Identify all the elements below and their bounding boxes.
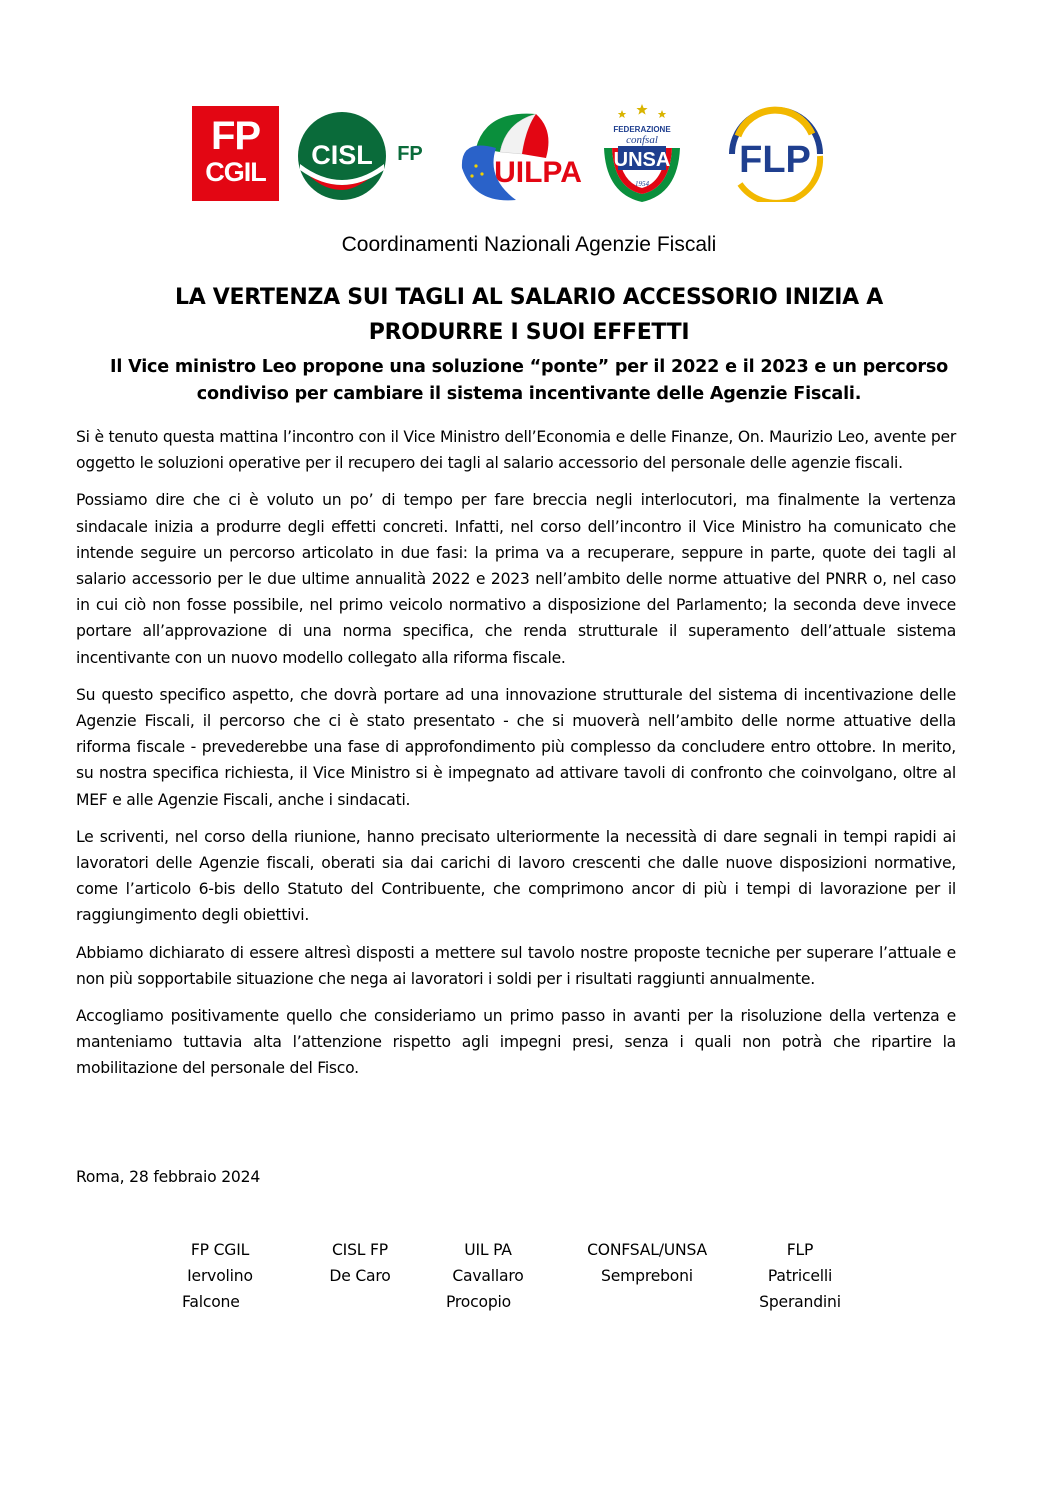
paragraph-2: Possiamo dire che ci è voluto un po’ di tempo per fare breccia negli interlocutori, ma finalmente la vertenza sindacale inizia a produrre degli effetti concreti. Infatti, nel corso dell’incontro il Vice Ministro ha comunicato che intende seguire un percorso articolato in due fasi: la prima va a recuperare, seppure in parte, quote dei tagli al salario accessorio per le due ultime annualità 2022 e 2023 nell’ambito delle norme attuative del PNRR o, nel caso in cui ciò non fosse possibile, nel primo veicolo normativo a disposizione del Parlamento; la seconda deve invece portare all’approvazione di una norma specifica, che renda strutturale il superamento dell’attuale sistema incentivante con un nuovo modello collegato alla riforma fiscale. [76, 491, 956, 667]
logo-bar [0, 96, 1058, 216]
flp-logo [720, 106, 830, 202]
unsa-logo-text: UNSA [613, 149, 671, 171]
signature-uil-pa [446, 1237, 530, 1315]
signature-name: Cavallaro [452, 1267, 524, 1285]
signature-org: FP CGIL [190, 1241, 250, 1259]
signature-confsal-unsa [576, 1237, 718, 1289]
title-line-1: LA VERTENZA SUI TAGLI AL SALARIO ACCESSORIO INIZIA A [175, 285, 883, 310]
signature-flp [750, 1237, 850, 1315]
cisl-fp-logo [298, 110, 438, 202]
document-body [76, 424, 956, 1093]
signature-name: Procopio [446, 1293, 512, 1311]
signature-org: CONFSAL/UNSA [587, 1241, 707, 1259]
signature-name: Sperandini [759, 1293, 841, 1311]
paragraph-1: Si è tenuto questa mattina l’incontro con il Vice Ministro dell’Economia e delle Finanze, On. Maurizio Leo, avente per oggetto le soluzioni operative per il recupero dei tagli al salario accessorio del personale delle agenzie fiscali. [76, 428, 956, 473]
cisl-logo-text: CISL [311, 140, 373, 170]
cisl-logo-suffix: FP [397, 143, 423, 165]
signature-org: UIL PA [464, 1241, 512, 1259]
fp-cgil-logo-line2: CGIL [205, 157, 266, 187]
signature-org: CISL FP [331, 1241, 388, 1259]
fp-cgil-logo-line1: FP [210, 114, 261, 158]
flp-logo-text: FLP [739, 139, 811, 181]
coordination-heading: Coordinamenti Nazionali Agenzie Fiscali [341, 233, 717, 256]
title-line-2: PRODURRE I SUOI EFFETTI [368, 320, 690, 345]
signatures [0, 1237, 1058, 1327]
document-date: Roma, 28 febbraio 2024 [76, 1168, 261, 1186]
document-subtitle [72, 354, 986, 408]
paragraph-4: Le scriventi, nel corso della riunione, hanno precisato ulteriormente la necessità di dare segnali in tempi rapidi ai lavoratori delle Agenzie fiscali, oberati sia dai carichi di lavoro crescenti che dalle nuove disposizioni normative, come l’articolo 6-bis dello Statuto del Contribuente, che comprimono ancor di più i tempi di lavorazione per il raggiungimento degli obiettivi. [76, 827, 956, 925]
subtitle-line-1: Il Vice ministro Leo propone una soluzione “ponte” per il 2022 e il 2023 e un percorso [109, 357, 949, 377]
signature-name: Iervolino [187, 1267, 253, 1285]
paragraph-5: Abbiamo dichiarato di essere altresì disposti a mettere sul tavolo nostre proposte tecniche per superare l’attuale e non più sopportabile situazione che nega ai lavoratori i soldi per i risultati raggiunti annualmente. [76, 943, 956, 988]
fp-cgil-logo [192, 106, 279, 201]
signature-fp-cgil [182, 1237, 258, 1315]
signature-name: Patricelli [767, 1267, 833, 1285]
signature-name: Sempreboni [601, 1267, 693, 1285]
signature-name: Falcone [182, 1293, 240, 1311]
paragraph-6: Accogliamo positivamente quello che consideriamo un primo passo in avanti per la risoluzione della vertenza e manteniamo tuttavia alta l’attenzione rispetto agli impegni presi, senza i quali non potrà che ripartire la mobilitazione del personale del Fisco. [76, 1007, 956, 1078]
signature-name: De Caro [329, 1267, 391, 1285]
uilpa-logo [456, 108, 586, 206]
paragraph-3: Su questo specifico aspetto, che dovrà portare ad una innovazione strutturale del sistema di incentivazione delle Agenzie Fiscali, il percorso che ci è stato presentato - che si muoverà nell’ambito delle norme attuative della riforma fiscale - prevederebbe una fase di approfondimento più complesso da concludere entro ottobre. In merito, su nostra specifica richiesta, il Vice Ministro si è impegnato ad attivare tavoli di confronto che coinvolgano, oltre al MEF e alle Agenzie Fiscali, anche i sindacati. [76, 685, 956, 809]
subtitle-line-2: condiviso per cambiare il sistema incentivante delle Agenzie Fiscali. [196, 384, 862, 404]
signature-cisl-fp [322, 1237, 398, 1289]
confsal-unsa-logo [592, 96, 692, 208]
document-title [90, 280, 968, 350]
unsa-logo-mid: confsal [626, 134, 658, 146]
unsa-logo-year: 1954 [635, 180, 649, 188]
uilpa-logo-text: UILPA [494, 156, 582, 189]
signature-org: FLP [786, 1241, 814, 1259]
unsa-logo-top: FEDERAZIONE [613, 125, 671, 134]
